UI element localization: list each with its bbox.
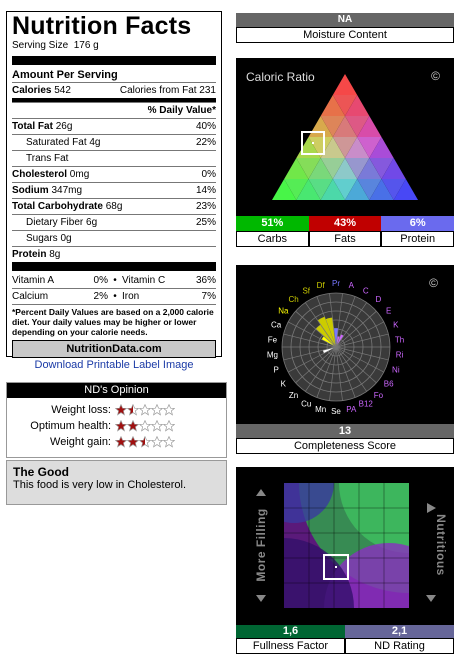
nutrient-label: D	[375, 295, 382, 305]
ratio-cell-0	[236, 216, 309, 247]
nutrient-label: B6	[383, 379, 394, 389]
caloric-ratio-title: Caloric Ratio	[246, 70, 315, 84]
nutrient-label: K	[280, 379, 287, 389]
nutrient-row	[12, 118, 216, 134]
nutrient-dv: 14%	[195, 185, 216, 196]
fullness-factor-value: 1,6	[236, 625, 345, 638]
star-filled-icon	[115, 420, 127, 432]
nutrient-name: Trans Fat	[26, 153, 69, 164]
star-empty-icon	[139, 404, 151, 416]
vitamin-name: Vitamin A	[12, 275, 55, 286]
moisture-panel	[236, 13, 454, 43]
vitamin-row	[12, 273, 216, 288]
opinion-rating-row	[7, 418, 226, 434]
bullet-separator: •	[113, 275, 117, 286]
completeness-chart[interactable]	[236, 265, 454, 424]
star-filled-icon	[127, 436, 139, 448]
star-empty-icon	[151, 436, 163, 448]
star-filled-icon	[127, 420, 139, 432]
ratio-label: Protein	[381, 231, 454, 247]
vitamin-value: 36%	[195, 275, 216, 286]
star-empty-icon	[139, 420, 151, 432]
serving-size: Serving Size 176 g	[12, 40, 99, 51]
divider-thick	[12, 56, 216, 65]
nutrient-label: Fe	[267, 335, 278, 345]
food-position-dot	[312, 142, 314, 144]
ratio-percent: 51%	[236, 216, 309, 231]
completeness-label: Completeness Score	[236, 438, 454, 454]
fullness-map	[236, 467, 454, 625]
nutrient-label: Zn	[288, 390, 299, 400]
ratio-label: Carbs	[236, 231, 309, 247]
vitamin-name: Iron	[122, 291, 140, 302]
nutrient-dv: 40%	[195, 121, 216, 132]
nutritious-axis-label: Nutritious	[434, 514, 448, 576]
nutrient-row	[12, 230, 216, 246]
nutrient-label: K	[393, 320, 399, 330]
nutrient-label: Mn	[315, 405, 327, 415]
nutrient-label: A	[348, 280, 354, 290]
nutrient-name: Total Carbohydrate	[12, 201, 103, 212]
nutrient-name: Cholesterol	[12, 169, 68, 180]
nutrient-label: Se	[331, 407, 341, 416]
nutrient-label: PA	[346, 405, 357, 415]
nutrient-row	[12, 214, 216, 230]
ratio-cell	[333, 74, 357, 95]
nutrient-row	[12, 150, 216, 166]
nutritiondata-link[interactable]: NutritionData.com	[12, 340, 216, 358]
nutrient-name: Sodium	[12, 185, 49, 196]
the-good-title: The Good	[13, 465, 69, 479]
caloric-ratio-values	[236, 216, 454, 247]
nutrition-label	[6, 11, 222, 357]
caloric-ratio-panel	[236, 58, 454, 247]
nutrient-label: B12	[358, 399, 373, 409]
nutrient-name: Saturated Fat	[26, 137, 87, 148]
fullness-chart[interactable]	[236, 467, 454, 625]
nutrient-rows	[12, 118, 216, 262]
nutrient-dv: 22%	[195, 137, 216, 148]
calories-row: Calories 542 Calories from Fat 231	[12, 82, 216, 98]
nutrient-label: Cu	[301, 399, 312, 409]
more-filling-axis-label: More Filling	[254, 508, 268, 582]
nutrient-amount: 26g	[55, 121, 73, 132]
nutrient-row	[12, 198, 216, 214]
vitamin-rows	[12, 273, 216, 304]
vitamin-row	[12, 288, 216, 304]
download-label-link[interactable]: Download Printable Label Image	[34, 359, 194, 371]
nutrient-label: Sf	[302, 286, 311, 296]
nutrient-amount: 4g	[89, 137, 101, 148]
opinion-rating-row	[7, 402, 226, 418]
vitamin-name: Calcium	[12, 291, 49, 302]
nutrient-label: E	[385, 306, 392, 316]
nutrient-name: Sugars	[26, 233, 58, 244]
nd-opinion-box	[6, 382, 227, 458]
vitamin-value: 7%	[201, 291, 216, 302]
nutrient-label: Ni	[392, 365, 400, 375]
star-filled-icon	[115, 436, 127, 448]
nutrient-row	[12, 134, 216, 150]
nutrient-dv: 0%	[201, 169, 216, 180]
star-rating	[115, 420, 175, 432]
nutrient-name: Protein	[12, 249, 47, 260]
nutrient-amount: 347mg	[51, 185, 83, 196]
fullness-labels	[236, 638, 454, 654]
nutrient-row	[12, 246, 216, 262]
opinion-rating-row	[7, 434, 226, 450]
completeness-score: 13	[236, 424, 454, 438]
nutrient-label: Mg	[266, 350, 279, 360]
nutrient-row	[12, 182, 216, 198]
vitamin-name: Vitamin C	[122, 275, 166, 286]
copyright-icon: ©	[429, 276, 438, 290]
star-rating	[115, 404, 175, 416]
amount-per-serving: Amount Per Serving	[12, 69, 118, 81]
rating-label: Weight gain:	[50, 436, 111, 448]
nutrient-name: Total Fat	[12, 121, 53, 132]
vitamin-value: 2%	[93, 291, 108, 302]
opinion-header: ND's Opinion	[7, 383, 226, 398]
star-rating	[115, 436, 175, 448]
nutrient-label: Ca	[271, 320, 282, 330]
bullet-separator: •	[113, 291, 117, 302]
moisture-value: NA	[236, 13, 454, 27]
vitamin-value: 0%	[93, 275, 108, 286]
fullness-values	[236, 625, 454, 638]
nutrient-label: C	[362, 286, 369, 296]
nutrient-row	[12, 166, 216, 182]
nutrient-label: Na	[278, 306, 289, 316]
star-filled-icon	[127, 404, 139, 416]
caloric-triangle	[272, 72, 418, 202]
star-empty-icon	[163, 420, 175, 432]
nutrient-label: Ch	[288, 295, 299, 305]
footnote: *Percent Daily Values are based on a 2,000 calorie diet. Your daily values may be higher or lower depending on your calorie needs.	[12, 304, 216, 337]
nutrient-amount: 6g	[86, 217, 98, 228]
ratio-percent: 6%	[381, 216, 454, 231]
star-empty-icon	[163, 436, 175, 448]
copyright-icon: ©	[431, 69, 440, 83]
nutrient-name: Dietary Fiber	[26, 217, 84, 228]
nutrient-dv: 23%	[195, 201, 216, 212]
completeness-radar	[236, 265, 454, 424]
ratio-cell-1	[309, 216, 382, 247]
nd-rating-label: ND Rating	[345, 638, 454, 654]
rating-label: Weight loss:	[51, 404, 111, 416]
moisture-label: Moisture Content	[236, 27, 454, 43]
nutrient-dv: 25%	[195, 217, 216, 228]
ratio-cell-2	[381, 216, 454, 247]
rating-label: Optimum health:	[30, 420, 111, 432]
nutrient-amount: 0mg	[69, 169, 90, 180]
nutrient-label: Ri	[395, 350, 404, 360]
star-filled-icon	[115, 404, 127, 416]
star-empty-icon	[151, 420, 163, 432]
nutrient-label: Fo	[373, 390, 384, 400]
ratio-percent: 43%	[309, 216, 382, 231]
nutrient-amount: 8g	[49, 249, 61, 260]
nutrient-label: Pr	[332, 279, 340, 288]
food-position-dot	[335, 566, 337, 568]
nutrient-amount: 68g	[105, 201, 123, 212]
ratio-label: Fats	[309, 231, 382, 247]
fullness-panel	[236, 467, 454, 654]
star-empty-icon	[163, 404, 175, 416]
nutrient-amount: 0g	[60, 233, 72, 244]
divider-thick	[12, 262, 216, 271]
star-filled-icon	[139, 436, 151, 448]
nutrient-label: P	[273, 365, 279, 375]
the-good-box	[6, 460, 227, 505]
nutrient-label: Th	[394, 335, 405, 345]
completeness-panel	[236, 265, 454, 454]
caloric-ratio-chart[interactable]	[236, 58, 454, 216]
nutrient-label: Df	[316, 280, 325, 290]
fullness-factor-label: Fullness Factor	[236, 638, 345, 654]
daily-value-header: % Daily Value*	[12, 102, 216, 118]
label-title: Nutrition Facts	[12, 12, 192, 40]
the-good-text: This food is very low in Cholesterol.	[13, 479, 187, 491]
star-empty-icon	[151, 404, 163, 416]
nd-rating-value: 2,1	[345, 625, 454, 638]
opinion-ratings	[7, 398, 226, 450]
